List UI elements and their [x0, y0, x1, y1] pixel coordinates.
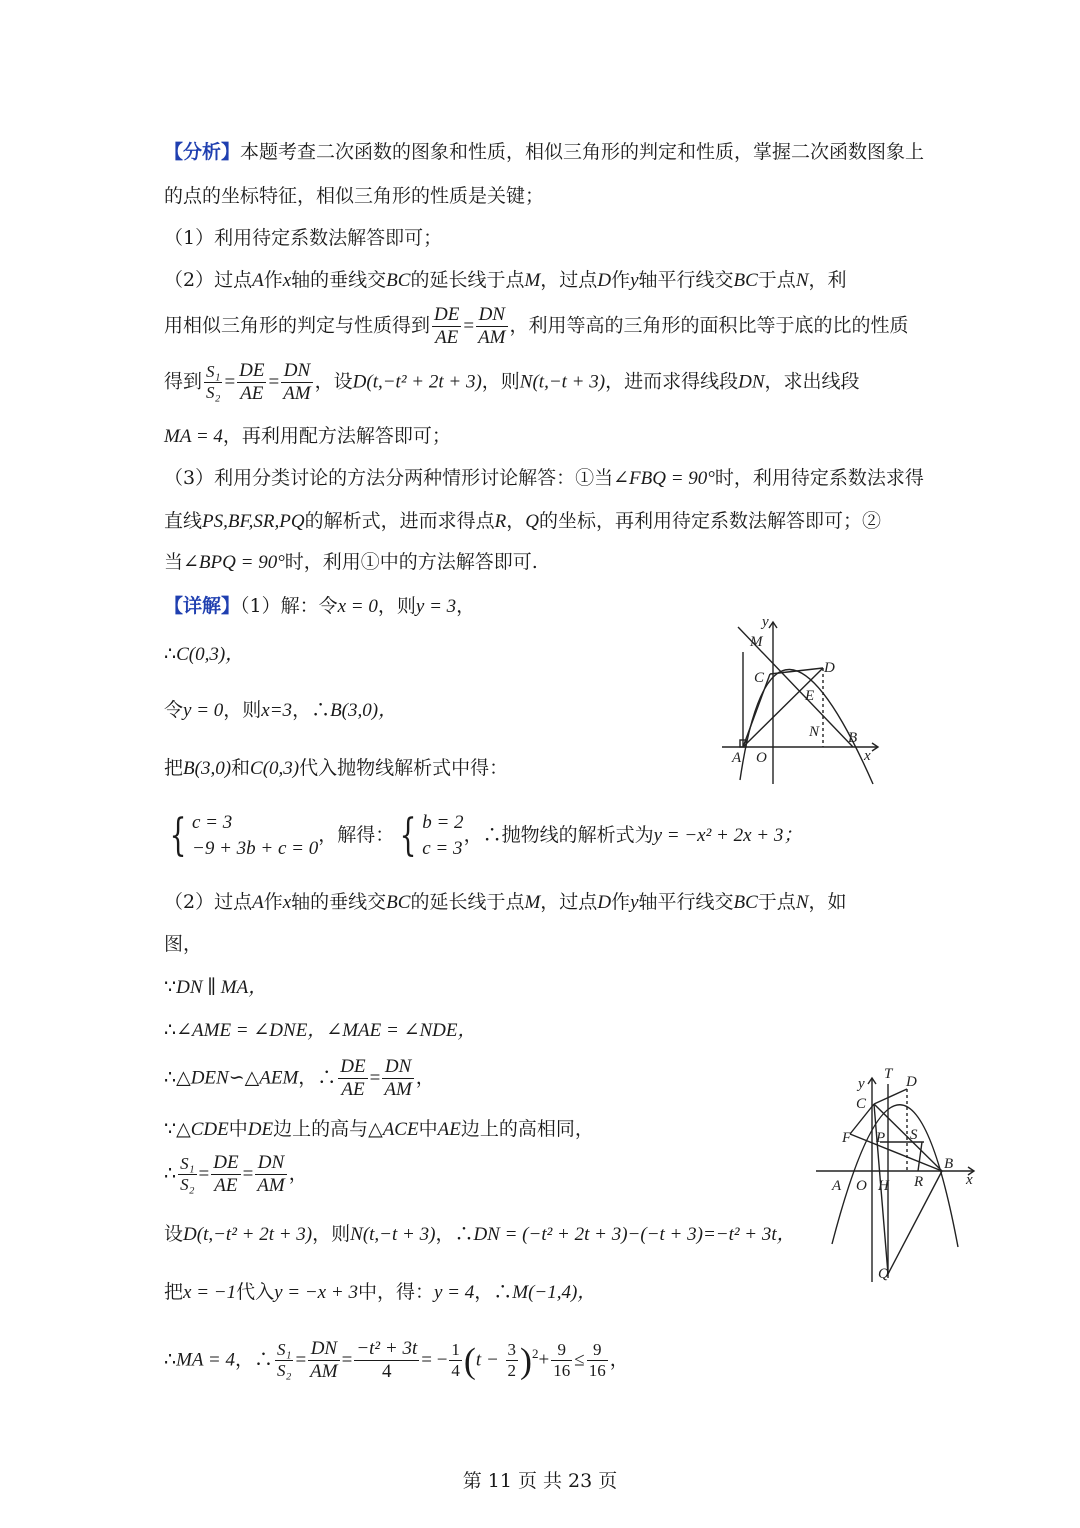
figure-2: [812, 1064, 982, 1286]
fig2-label-y: y: [858, 1076, 865, 1092]
fraction-dn-am-4: $\frac{DN}{AM}$: [257, 1152, 285, 1196]
detail-line-11: ∵△CDE中DE边上的高与△ACE中AE边上的高相同，: [164, 1118, 594, 1140]
page-footer: 第 11 页 共 23 页: [462, 1470, 618, 1492]
analysis-line-10: 当∠BPQ = 90°时，利用①中的方法解答即可.: [164, 551, 538, 573]
fig2-label-c: C: [856, 1096, 867, 1112]
detail-line-7: 图，: [164, 933, 203, 955]
fraction-de-ae: $\frac{DE}{AE}$: [434, 304, 460, 348]
fraction-nine-sixteenths: $\frac{9}{16}$: [553, 1340, 571, 1380]
analysis-line-7: MA = 4，再利用配方法解答即可；: [164, 425, 451, 447]
fig2-label-t: T: [884, 1066, 893, 1082]
analysis-line-3: （1）利用待定系数法解答即可；: [164, 227, 443, 249]
detail-tag: 【详解】: [164, 595, 241, 617]
fraction-de-ae-3: $\frac{DE}{AE}$: [340, 1056, 366, 1100]
figure-1: [718, 612, 888, 787]
fraction-dn-am-2: $\frac{DN}{AM}$: [283, 360, 311, 404]
fraction-expr: $\frac{\text{−t² + 3t}}{4}$: [356, 1338, 418, 1382]
fig2-label-f: F: [842, 1130, 852, 1146]
fraction-dn-am-5: $\frac{DN}{AM}$: [310, 1338, 338, 1382]
fig2-label-b: B: [944, 1156, 954, 1172]
fraction-nine-sixteenths-2: $\frac{9}{16}$: [588, 1340, 606, 1380]
fig2-label-h: H: [878, 1178, 889, 1194]
fig2-label-x: x: [966, 1172, 973, 1188]
fraction-de-ae-2: $\frac{DE}{AE}$: [239, 360, 265, 404]
fig2-label-s: S: [910, 1127, 918, 1143]
fig1-label-y: y: [762, 614, 769, 630]
detail-line-9: ∴∠AME = ∠DNE，∠MAE = ∠NDE，: [164, 1019, 477, 1041]
fig1-label-n: N: [809, 724, 820, 740]
detail-line-5: { c = 3 −9 + 3b + c = 0 ，解得： { b = 2 c = 3 ，∴抛物线的解析式为y = −x² + 2x + 3；: [169, 810, 803, 861]
fig2-label-p: P: [876, 1130, 886, 1146]
fig1-label-x: x: [864, 748, 871, 764]
fig1-label-b: B: [848, 730, 858, 746]
analysis-line-1: 【分析】本题考查二次函数的图象和性质，相似三角形的判定和性质，掌握二次函数图象上: [164, 141, 925, 163]
fraction-s1-s2-2: $\frac{\text{S₁}}{\text{S₂}}$: [180, 1154, 195, 1194]
fig2-label-d: D: [906, 1074, 917, 1090]
equation-system-2: b = 2 c = 3: [422, 812, 464, 859]
detail-line-4: 把B(3,0)和C(0,3)代入抛物线解析式中得：: [164, 757, 509, 779]
fraction-de-ae-4: $\frac{DE}{AE}$: [213, 1152, 239, 1196]
analysis-line-6: 得到 $\frac{\text{S₁}}{\text{S₂}}$ = $\frac{DE}{AE}$ = $\frac{DN}{AM}$ ，设D(t,−t² + 2t + 3)，则N(t,−t + 3)，进而求得线段DN，求出线段: [164, 360, 860, 404]
fig1-label-o: O: [756, 750, 767, 766]
detail-line-15: ∴MA = 4，∴ $\frac{\text{S₁}}{\text{S₂}}$ = $\frac{DN}{AM}$ = $\frac{\text{−t² + 3t}}{4}$ = − $\frac{1}{4}$ (t − $\frac{3}{2}$ )$^2$+ $\frac{9}{16}$ ≤ $\frac{9}{16}$ ，: [164, 1338, 629, 1382]
equation-system-1: c = 3 −9 + 3b + c = 0: [192, 812, 319, 859]
fraction-one-quarter: $\frac{1}{4}$: [451, 1340, 460, 1380]
detail-line-3: 令y = 0，则x=3，∴B(3,0)，: [164, 699, 398, 721]
analysis-tag: 【分析】: [164, 141, 241, 163]
detail-line-12: ∴ $\frac{\text{S₁}}{\text{S₂}}$ = $\frac{DE}{AE}$ = $\frac{DN}{AM}$ ，: [164, 1152, 308, 1196]
fraction-three-halves: $\frac{3}{2}$: [507, 1340, 517, 1380]
fig1-label-e: E: [805, 688, 815, 704]
analysis-line-8: （3）利用分类讨论的方法分两种情形讨论解答：①当∠FBQ = 90°时，利用待定系数法求得: [164, 467, 924, 489]
fig1-label-c: C: [754, 670, 765, 686]
detail-line-2: ∴C(0,3)，: [164, 643, 245, 665]
analysis-line-9: 直线PS,BF,SR,PQ的解析式，进而求得点R，Q的坐标，再利用待定系数法解答即可；②: [164, 510, 881, 532]
detail-line-8: ∵DN ∥ MA，: [164, 976, 268, 998]
fraction-s1-s2-3: $\frac{\text{S₁}}{\text{S₂}}$: [277, 1340, 292, 1380]
analysis-line-5: 用相似三角形的判定与性质得到 $\frac{DE}{AE}$ = $\frac{DN}{AM}$ ，利用等高的三角形的面积比等于底的比的性质: [164, 304, 909, 348]
detail-line-14: 把x = −1代入y = −x + 3中，得：y = 4，∴M(−1,4)，: [164, 1281, 597, 1303]
fig1-label-d: D: [824, 660, 835, 676]
fig2-label-o: O: [856, 1178, 867, 1194]
analysis-line-4: （2）过点A作x轴的垂线交BC的延长线于点M，过点D作y轴平行线交BC于点N，利: [164, 269, 847, 291]
detail-line-6: （2）过点A作x轴的垂线交BC的延长线于点M，过点D作y轴平行线交BC于点N，如: [164, 891, 847, 913]
fig2-label-a: A: [832, 1178, 842, 1194]
fig1-label-m: M: [750, 634, 763, 650]
detail-line-1: 【详解】（1）解：令x = 0，则y = 3，: [164, 595, 476, 617]
detail-line-10: ∴△DEN∽△AEM，∴ $\frac{DE}{AE}$ = $\frac{DN}{AM}$ ，: [164, 1056, 435, 1100]
fraction-s1-s2: $\frac{\text{S₁}}{\text{S₂}}$: [206, 362, 221, 402]
detail-line-13: 设D(t,−t² + 2t + 3)，则N(t,−t + 3)，∴DN = (−t² + 2t + 3)−(−t + 3)=−t² + 3t，: [164, 1223, 796, 1245]
analysis-line-2: 的点的坐标特征，相似三角形的性质是关键；: [164, 185, 545, 207]
fig2-label-r: R: [914, 1174, 924, 1190]
fraction-dn-am-3: $\frac{DN}{AM}$: [384, 1056, 412, 1100]
fig1-label-a: A: [732, 750, 742, 766]
fraction-dn-am: $\frac{DN}{AM}$: [478, 304, 506, 348]
fig2-label-q: Q: [878, 1266, 889, 1282]
